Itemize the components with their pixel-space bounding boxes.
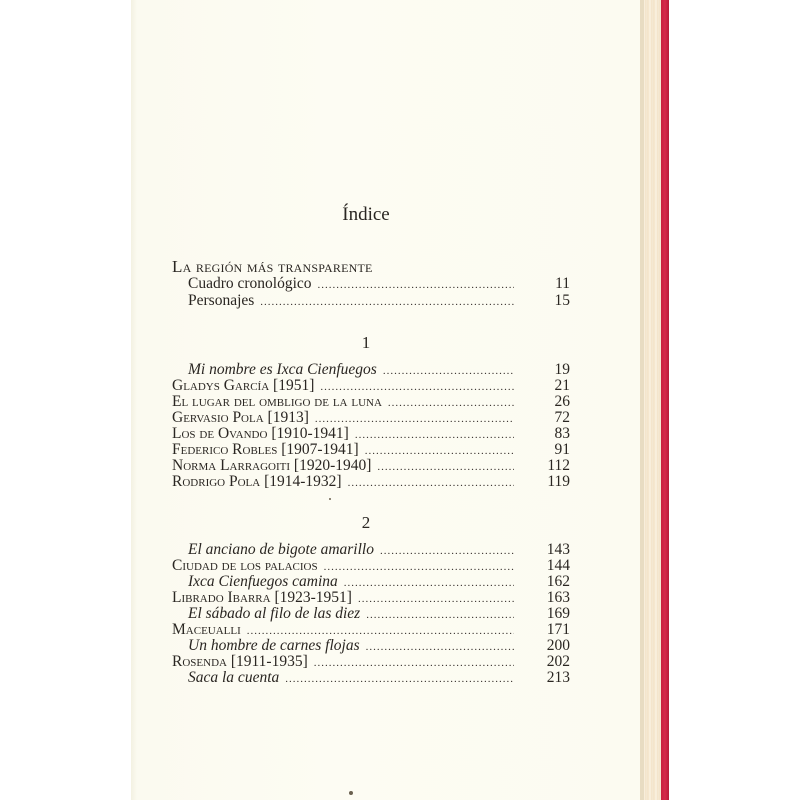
entry-label: Los de Ovando [1910-1941] — [172, 425, 349, 442]
paper-speck — [329, 498, 331, 500]
entry-label: Federico Robles [1907-1941] — [172, 441, 359, 458]
entry-page: 119 — [547, 473, 570, 490]
entry-label: El lugar del ombligo de la luna — [172, 393, 382, 410]
entry-label: Librado Ibarra [1923-1951] — [172, 589, 352, 606]
toc-entry[interactable] — [172, 409, 570, 426]
toc-entry[interactable] — [172, 637, 570, 654]
entry-page: 19 — [554, 361, 570, 378]
book-title: La región más transparente — [172, 257, 373, 276]
toc-entry[interactable] — [172, 393, 570, 410]
toc-entry[interactable] — [172, 441, 570, 458]
entry-page: 15 — [554, 292, 570, 309]
entry-label: Cuadro cronológico — [188, 275, 312, 292]
toc-entry[interactable] — [172, 573, 570, 590]
entry-label: Saca la cuenta — [188, 669, 280, 686]
entry-page: 72 — [554, 409, 570, 426]
entry-label: Maceualli — [172, 621, 241, 638]
entry-label: Gervasio Pola [1913] — [172, 409, 309, 426]
toc-entry[interactable] — [172, 557, 570, 574]
entry-label: Rosenda [1911-1935] — [172, 653, 308, 670]
red-cover-edge — [661, 0, 669, 800]
toc-entry-cuadro-cronologico[interactable] — [172, 275, 570, 292]
entry-page: 83 — [554, 425, 570, 442]
toc-entry-personajes[interactable] — [172, 292, 570, 309]
toc-entry[interactable] — [172, 377, 570, 394]
entry-page: 112 — [547, 457, 570, 474]
entry-label: Gladys García [1951] — [172, 377, 315, 394]
entry-label: El anciano de bigote amarillo — [188, 541, 374, 558]
entry-page: 91 — [554, 441, 570, 458]
entry-label: Mi nombre es Ixca Cienfuegos — [188, 361, 377, 378]
entry-label: Ciudad de los palacios — [172, 557, 318, 574]
page-edges — [640, 0, 661, 800]
toc-entry[interactable] — [172, 669, 570, 686]
entry-label: Personajes — [188, 292, 255, 309]
toc-entry[interactable] — [172, 653, 570, 670]
entry-page: 163 — [546, 589, 570, 606]
entry-page: 169 — [546, 605, 570, 622]
entry-page: 11 — [555, 275, 570, 292]
toc-entry[interactable] — [172, 473, 570, 490]
entry-page: 26 — [554, 393, 570, 410]
entry-label: Norma Larragoiti [1920-1940] — [172, 457, 372, 474]
toc-entry[interactable] — [172, 541, 570, 558]
leader-dots — [348, 475, 514, 492]
leader-dots — [260, 294, 514, 311]
toc-entry[interactable] — [172, 589, 570, 606]
entry-label: Ixca Cienfuegos camina — [188, 573, 338, 590]
paper-speck — [349, 791, 353, 795]
entry-page: 21 — [554, 377, 570, 394]
entry-page: 202 — [546, 653, 570, 670]
toc-entry[interactable] — [172, 621, 570, 638]
entry-page: 200 — [546, 637, 570, 654]
entry-page: 213 — [546, 669, 570, 686]
leader-dots — [285, 671, 514, 688]
index-title: Índice — [342, 204, 390, 225]
entry-page: 171 — [546, 621, 570, 638]
entry-label: Rodrigo Pola [1914-1932] — [172, 473, 342, 490]
toc-entry[interactable] — [172, 425, 570, 442]
section-heading-1: 1 — [361, 333, 371, 352]
toc-entry[interactable] — [172, 361, 570, 378]
entry-label: El sábado al filo de las diez — [188, 605, 361, 622]
toc-entry[interactable] — [172, 605, 570, 622]
toc-entry[interactable] — [172, 457, 570, 474]
section-heading-2: 2 — [361, 513, 371, 532]
entry-page: 143 — [546, 541, 570, 558]
entry-label: Un hombre de carnes flojas — [188, 637, 360, 654]
entry-page: 162 — [546, 573, 570, 590]
entry-page: 144 — [546, 557, 570, 574]
